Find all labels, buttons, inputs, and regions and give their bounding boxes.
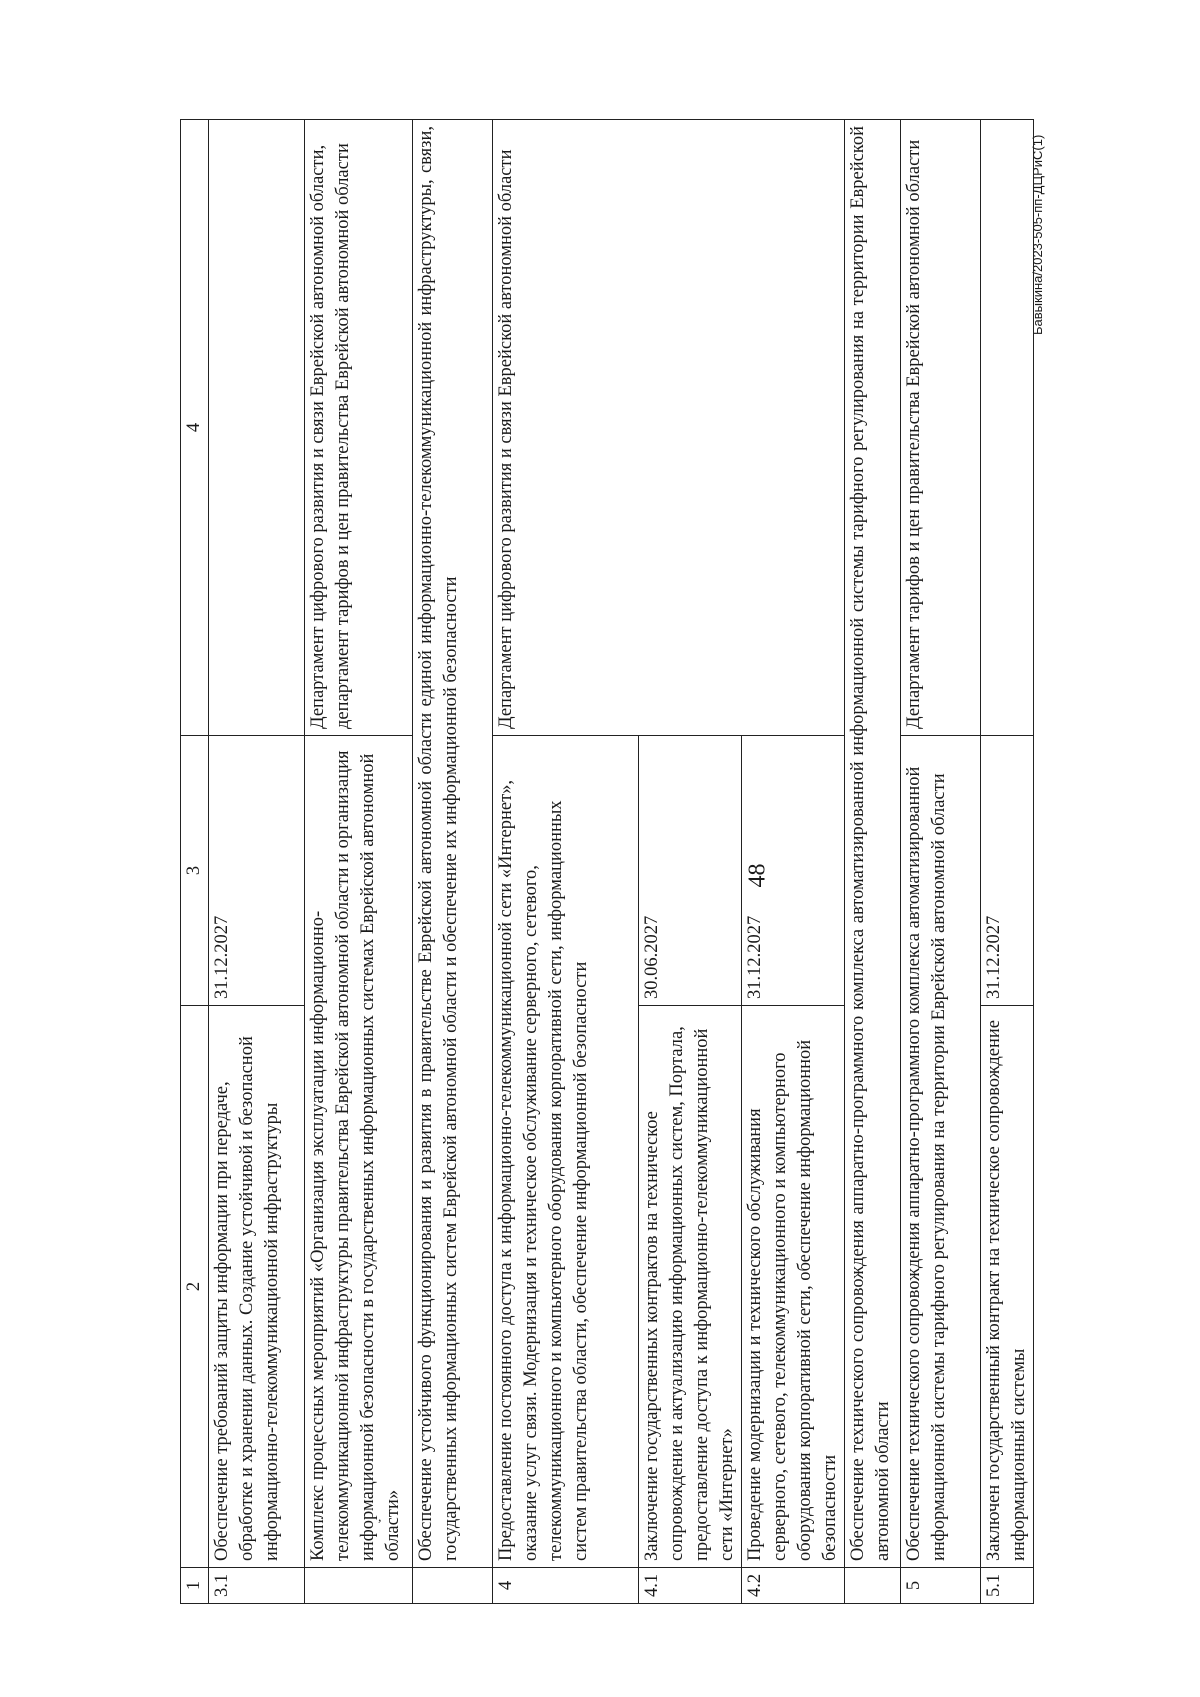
row-description: Предоставление постоянного доступа к информационно-телекоммуникационной сети «Интернет», оказание услуг связи. Модернизация и техническое обслуживание серверного, сетевого, телекоммуникационного и компьютерного оборудования корпоративной сети, информационных систем правительства области, обеспечение информационной безопасности (493, 736, 639, 1568)
row-description: Заключен государственный контракт на техническое сопровождение информационный системы (981, 1006, 1034, 1568)
row-deadline: 31.12.2027 (209, 736, 305, 1006)
row-number (845, 1568, 901, 1604)
row-number: 3.1 (209, 1568, 305, 1604)
row-responsible: Департамент цифрового развития и связи Еврейской автономной области (493, 120, 845, 736)
row-number: 4 (493, 1568, 639, 1604)
row-description: Проведение модернизации и технического обслуживания серверного, сетевого, телекоммуникационного и компьютерного оборудования корпоративной сети, обеспечение информационной безопасности (742, 1006, 845, 1568)
table-row (493, 120, 639, 1604)
row-responsible (981, 120, 1034, 736)
row-responsible: Департамент цифрового развития и связи Еврейской автономной области, департамент тарифов и цен правительства Еврейской автономной области (305, 120, 413, 736)
row-description: Обеспечение технического сопровождения аппаратно-программного комплекса автоматизированной информационной системы тарифного регулирования на территории Еврейской автономной области (901, 736, 981, 1568)
row-description: Заключение государственных контрактов на техническое сопровождение и актуализацию информационных систем, Портала, предоставление доступа к информационно-телекоммуникационной сети «Интернет» (639, 1006, 742, 1568)
table-row (901, 120, 981, 1604)
row-number: 4.1 (639, 1568, 742, 1604)
row-description: Комплекс процессных мероприятий «Организация эксплуатации информационно-телекоммуникационной инфраструктуры правительства Еврейской автономной области и организация информационной безопасности в государственных информационных системах Еврейской автономной области» (305, 736, 413, 1568)
row-description: Обеспечение требований защиты информации при передаче, обработке и хранении данных. Создание устойчивой и безопасной информационно-телекоммуникационной инфраструктуры (209, 1006, 305, 1568)
header-cell: 3 (181, 736, 209, 1006)
row-number (305, 1568, 413, 1604)
header-cell: 1 (181, 1568, 209, 1604)
row-responsible: Департамент тарифов и цен правительства Еврейской автономной области (901, 120, 981, 736)
document-code: Бавыкина/2023-505-пп-ДЦРиС(1) (1030, 134, 1045, 335)
table-row (981, 120, 1034, 1604)
row-number: 5 (901, 1568, 981, 1604)
page-number: 48 (744, 863, 771, 888)
row-section-heading: Обеспечение технического сопровождения аппаратно-программного комплекса автоматизированной информационной системы тарифного регулирования на территории Еврейской автономной области (845, 120, 901, 1568)
table-row (413, 120, 493, 1604)
row-number: 4.2 (742, 1568, 845, 1604)
rotated-table-container (180, 120, 1029, 1604)
activities-table (180, 119, 1034, 1604)
table-row (209, 120, 305, 1604)
row-deadline: 31.12.2027 (981, 736, 1034, 1006)
table-row (845, 120, 901, 1604)
table-row (305, 120, 413, 1604)
header-cell: 4 (181, 120, 209, 736)
header-cell: 2 (181, 1006, 209, 1568)
row-section-heading: Обеспечение устойчивого функционирования и развития в правительстве Еврейской автономной области единой информационно-телекоммуникационной инфраструктуры, связи, государственных информационных систем Еврейской автономной области и обеспечение их информационной безопасности (413, 120, 493, 1568)
row-responsible (209, 120, 305, 736)
scan-mark: , (378, 1510, 382, 1525)
row-deadline: 31.12.2027 (742, 736, 845, 1006)
row-number: 5.1 (981, 1568, 1034, 1604)
row-deadline: 30.06.2027 (639, 736, 742, 1006)
table-header-row (181, 120, 209, 1604)
row-number (413, 1568, 493, 1604)
